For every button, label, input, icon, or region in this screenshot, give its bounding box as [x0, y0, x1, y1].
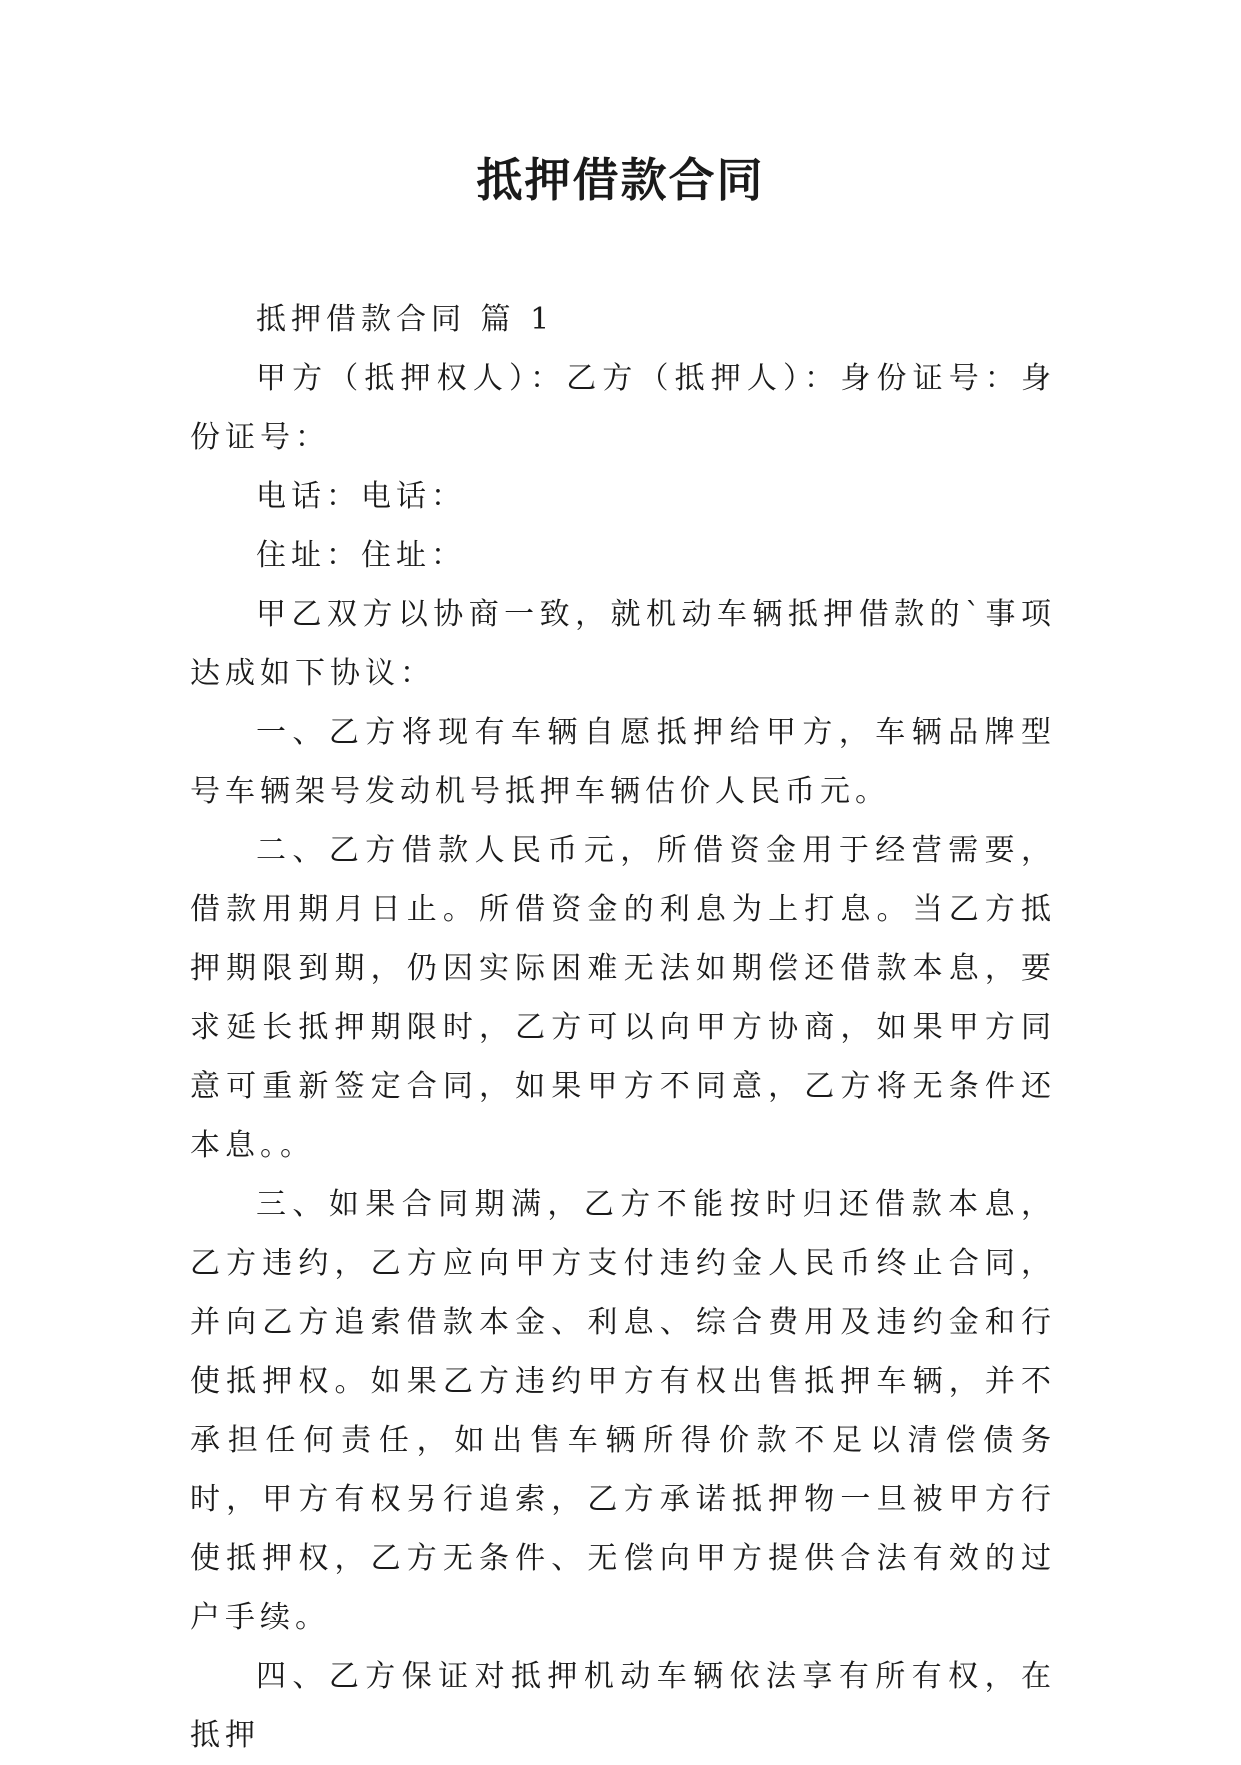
parties-paragraph: 甲方（抵押权人）：乙方（抵押人）：身份证号：身份证号： [190, 361, 1056, 455]
phone-paragraph: 电话：电话： [256, 479, 466, 514]
document-title: 抵押借款合同 [476, 153, 765, 207]
clause-4-paragraph: 四、乙方保证对抵押机动车辆依法享有所有权，在抵押 [190, 1659, 1056, 1753]
clause-1-paragraph: 一、乙方将现有车辆自愿抵押给甲方，车辆品牌型号车辆架号发动机号抵押车辆估价人民币元。 [190, 715, 1056, 809]
section-heading: 抵押借款合同 篇 1 [256, 302, 555, 337]
address-paragraph: 住址：住址： [256, 538, 466, 573]
agreement-intro-paragraph: 甲乙双方以协商一致，就机动车辆抵押借款的`事项达成如下协议： [190, 597, 1056, 691]
clause-2-paragraph: 二、乙方借款人民币元，所借资金用于经营需要，借款用期月日止。所借资金的利息为上打息。当乙方抵押期限到期，仍因实际困难无法如期偿还借款本息，要求延长抵押期限时，乙方可以向甲方协商，如果甲方同意可重新签定合同，如果甲方不同意，乙方将无条件还本息。。 [190, 833, 1056, 1163]
clause-3-paragraph: 三、如果合同期满，乙方不能按时归还借款本息，乙方违约，乙方应向甲方支付违约金人民币终止合同，并向乙方追索借款本金、利息、综合费用及违约金和行使抵押权。如果乙方违约甲方有权出售抵押车辆，并不承担任何责任，如出售车辆所得价款不足以清偿债务时，甲方有权另行追索，乙方承诺抵押物一旦被甲方行使抵押权，乙方无条件、无偿向甲方提供合法有效的过户手续。 [190, 1187, 1056, 1635]
document-body [190, 290, 1056, 1765]
